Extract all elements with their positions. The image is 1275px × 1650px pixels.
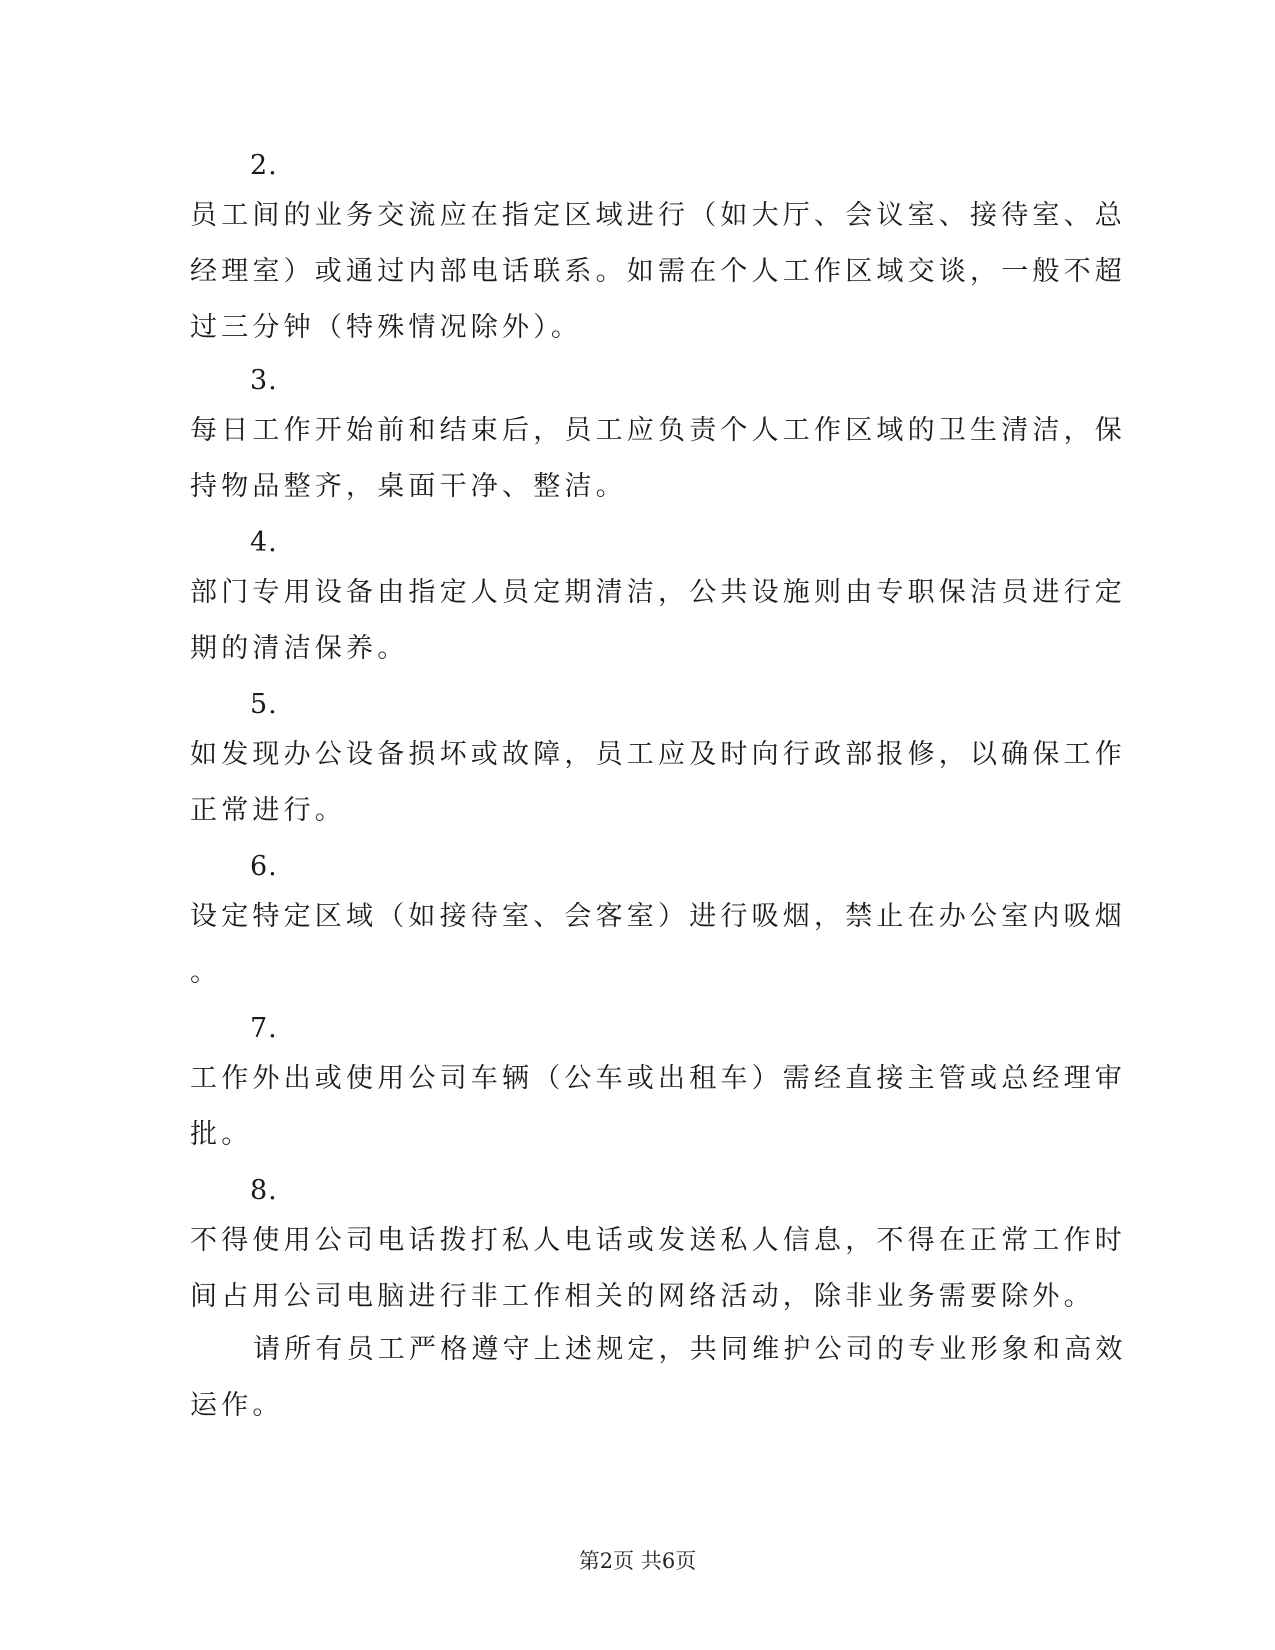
paragraph-line: 期的清洁保养。 <box>190 633 409 664</box>
item-number: 8. <box>250 1175 278 1206</box>
item-number: 2. <box>250 150 278 181</box>
item-number: 5. <box>250 689 278 720</box>
paragraph-line: 。 <box>190 957 222 988</box>
item-number: 6. <box>250 851 278 882</box>
item-paragraph <box>190 1051 1126 1163</box>
paragraph-line: 运作。 <box>190 1390 284 1421</box>
item-paragraph <box>190 565 1126 677</box>
paragraph-line: 正常进行。 <box>190 795 346 826</box>
item-paragraph <box>190 188 1126 356</box>
item-number: 4. <box>250 527 278 558</box>
paragraph-line: 持物品整齐，桌面干净、整洁。 <box>190 471 627 502</box>
item-paragraph <box>190 1213 1126 1325</box>
paragraph-line: 批。 <box>190 1119 253 1150</box>
item-paragraph <box>190 403 1126 515</box>
item-paragraph <box>190 727 1126 839</box>
paragraph-line: 不得使用公司电话拨打私人电话或发送私人信息，不得在正常工作时 <box>190 1225 1126 1256</box>
item-number: 3. <box>250 365 278 396</box>
paragraph-line: 工作外出或使用公司车辆（公车或出租车）需经直接主管或总经理审 <box>190 1063 1126 1094</box>
paragraph-line: 间占用公司电脑进行非工作相关的网络活动，除非业务需要除外。 <box>190 1281 1095 1312</box>
closing-paragraph <box>190 1322 1127 1434</box>
paragraph-line: 如发现办公设备损坏或故障，员工应及时向行政部报修，以确保工作 <box>190 739 1126 770</box>
page-footer: 第2页 共6页 <box>578 1549 697 1573</box>
item-number: 7. <box>250 1013 278 1044</box>
paragraph-line: 部门专用设备由指定人员定期清洁，公共设施则由专职保洁员进行定 <box>190 577 1126 608</box>
paragraph-line: 请所有员工严格遵守上述规定，共同维护公司的专业形象和高效 <box>253 1334 1127 1365</box>
paragraph-line: 每日工作开始前和结束后，员工应负责个人工作区域的卫生清洁，保 <box>190 415 1126 446</box>
paragraph-line: 设定特定区域（如接待室、会客室）进行吸烟，禁止在办公室内吸烟 <box>190 901 1126 932</box>
paragraph-line: 过三分钟（特殊情况除外）。 <box>190 312 583 343</box>
item-paragraph <box>190 889 1126 1001</box>
paragraph-line: 经理室）或通过内部电话联系。如需在个人工作区域交谈，一般不超 <box>190 256 1126 287</box>
paragraph-line: 员工间的业务交流应在指定区域进行（如大厅、会议室、接待室、总 <box>190 200 1126 231</box>
